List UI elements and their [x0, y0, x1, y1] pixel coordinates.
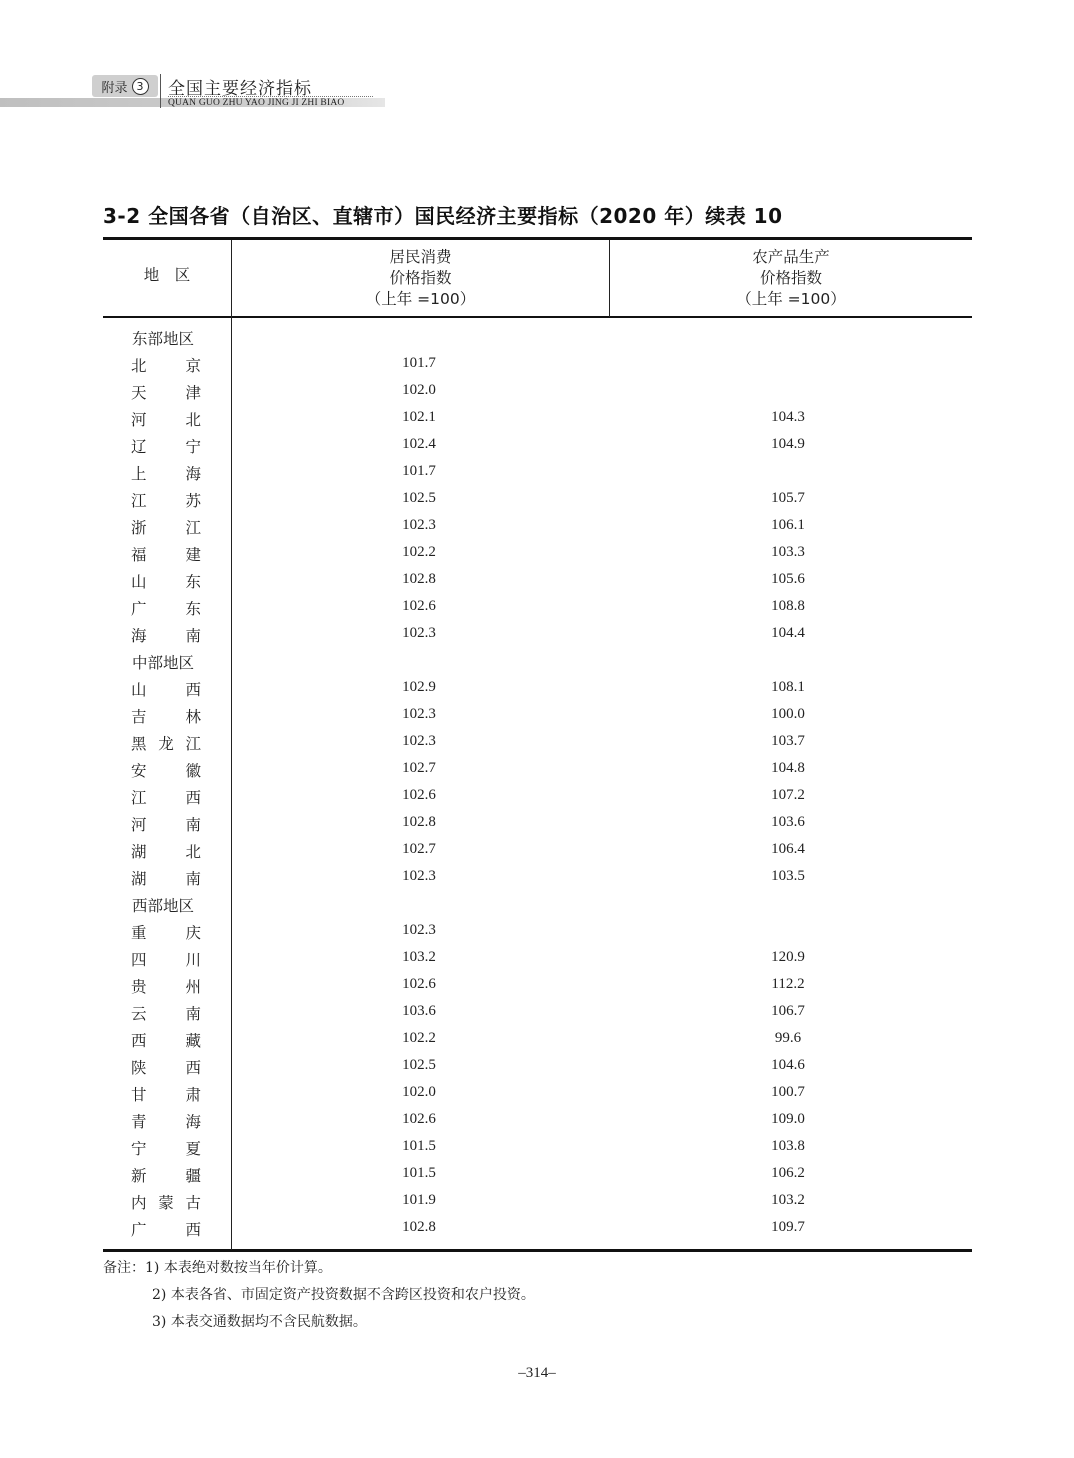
farm-price-value: 103.5	[771, 868, 805, 884]
farm-price-value: 104.9	[771, 436, 805, 452]
region-name: 西 藏	[131, 1032, 201, 1050]
region-name: 广 东	[131, 600, 201, 618]
cpi-value: 102.5	[402, 1057, 436, 1073]
table-row	[103, 567, 972, 594]
cpi-value: 102.6	[402, 976, 436, 992]
cpi-value: 102.1	[402, 409, 436, 425]
farm-price-value: 104.8	[771, 760, 805, 776]
farm-price-value: 107.2	[771, 787, 805, 803]
farm-price-value: 106.1	[771, 517, 805, 533]
farm-price-value: 120.9	[771, 949, 805, 965]
cpi-value: 102.6	[402, 598, 436, 614]
region-name: 重 庆	[131, 924, 201, 942]
table-row	[103, 864, 972, 891]
column-header-farm-price-line3: （上年 =100）	[736, 290, 846, 308]
region-name: 江 苏	[131, 492, 201, 510]
farm-price-value: 104.4	[771, 625, 805, 641]
appendix-badge-label: 附录	[101, 80, 128, 96]
region-name: 吉 林	[131, 708, 201, 726]
cpi-value: 102.9	[402, 679, 436, 695]
cpi-value: 102.8	[402, 571, 436, 587]
region-name: 黑 龙 江	[131, 735, 201, 753]
table-body	[103, 324, 972, 1242]
table-row	[103, 810, 972, 837]
column-header-cpi	[232, 247, 609, 310]
cpi-value: 102.3	[402, 625, 436, 641]
farm-price-value: 103.7	[771, 733, 805, 749]
cpi-value: 102.0	[402, 382, 436, 398]
appendix-badge	[92, 75, 158, 97]
farm-price-value: 99.6	[774, 1030, 802, 1046]
region-name: 山 东	[131, 573, 201, 591]
table-row	[103, 729, 972, 756]
table-row	[103, 1188, 972, 1215]
farm-price-value: 106.2	[771, 1165, 805, 1181]
table-bottom-rule	[103, 1249, 972, 1252]
table-row	[103, 837, 972, 864]
column-header-cpi-line1: 居民消费	[389, 248, 452, 266]
region-group-label: 西部地区	[132, 897, 195, 915]
region-name: 云 南	[131, 1005, 201, 1023]
farm-price-value: 100.7	[771, 1084, 805, 1100]
cpi-value: 102.0	[402, 1084, 436, 1100]
table-row	[103, 621, 972, 648]
table-row	[103, 999, 972, 1026]
cpi-value: 102.3	[402, 517, 436, 533]
table-row	[103, 459, 972, 486]
region-name: 海 南	[131, 627, 201, 645]
column-header-cpi-line3: （上年 =100）	[365, 290, 476, 308]
farm-price-value: 103.6	[771, 814, 805, 830]
cpi-value: 101.7	[402, 355, 436, 371]
column-header-region: 地 区	[143, 266, 191, 284]
region-name: 天 津	[131, 384, 201, 402]
cpi-value: 101.5	[402, 1138, 436, 1154]
table-row	[103, 972, 972, 999]
note-2: 2) 本表各省、市固定资产投资数据不含跨区投资和农户投资。	[152, 1287, 535, 1303]
farm-price-value: 103.3	[771, 544, 805, 560]
table-row	[103, 1107, 972, 1134]
region-name: 广 西	[131, 1221, 201, 1239]
cpi-value: 102.6	[402, 1111, 436, 1127]
region-name: 甘 肃	[131, 1086, 201, 1104]
header-separator	[160, 74, 161, 108]
cpi-value: 103.2	[402, 949, 436, 965]
cpi-value: 102.4	[402, 436, 436, 452]
column-header-farm-price-line2: 价格指数	[759, 269, 822, 287]
table-row	[103, 540, 972, 567]
table-row	[103, 702, 972, 729]
region-group-label: 东部地区	[132, 330, 195, 348]
region-name: 福 建	[131, 546, 201, 564]
cpi-value: 101.9	[402, 1192, 436, 1208]
table-row	[103, 432, 972, 459]
region-name: 安 徽	[131, 762, 201, 780]
table-row	[103, 378, 972, 405]
region-name: 贵 州	[131, 978, 201, 996]
cpi-value: 102.3	[402, 706, 436, 722]
cpi-value: 103.6	[402, 1003, 436, 1019]
table-row	[103, 594, 972, 621]
cpi-value: 102.7	[402, 841, 436, 857]
cpi-value: 102.8	[402, 814, 436, 830]
farm-price-value: 103.8	[771, 1138, 805, 1154]
column-header-cpi-line2: 价格指数	[389, 269, 452, 287]
farm-price-value: 109.7	[771, 1219, 805, 1235]
region-name: 河 北	[131, 411, 201, 429]
farm-price-value: 105.6	[771, 571, 805, 587]
farm-price-value: 104.6	[771, 1057, 805, 1073]
header-subtitle: QUAN GUO ZHU YAO JING JI ZHI BIAO	[168, 98, 345, 108]
farm-price-value: 104.3	[771, 409, 805, 425]
table-group-row	[103, 648, 972, 675]
cpi-value: 102.3	[402, 733, 436, 749]
table-header-rule	[103, 316, 972, 318]
region-name: 内 蒙 古	[131, 1194, 201, 1212]
table-row	[103, 1161, 972, 1188]
table-title: 3-2 全国各省（自治区、直辖市）国民经济主要指标（2020 年）续表 10	[103, 204, 783, 228]
region-name: 辽 宁	[131, 438, 201, 456]
table-row	[103, 1080, 972, 1107]
farm-price-value: 105.7	[771, 490, 805, 506]
region-group-label: 中部地区	[132, 654, 195, 672]
table-row	[103, 918, 972, 945]
note-1: 备注：1) 本表绝对数按当年价计算。	[103, 1260, 332, 1276]
table-row	[103, 1026, 972, 1053]
table-row	[103, 675, 972, 702]
region-name: 陕 西	[131, 1059, 201, 1077]
table-group-row	[103, 324, 972, 351]
region-name: 河 南	[131, 816, 201, 834]
region-name: 山 西	[131, 681, 201, 699]
table-row	[103, 945, 972, 972]
table-row	[103, 351, 972, 378]
column-header-farm-price	[610, 247, 972, 310]
table-row	[103, 756, 972, 783]
cpi-value: 102.7	[402, 760, 436, 776]
region-name: 宁 夏	[131, 1140, 201, 1158]
farm-price-value: 108.8	[771, 598, 805, 614]
region-name: 北 京	[131, 357, 201, 375]
appendix-number: 3	[132, 78, 149, 95]
cpi-value: 101.5	[402, 1165, 436, 1181]
cpi-value: 102.3	[402, 922, 436, 938]
farm-price-value: 109.0	[771, 1111, 805, 1127]
region-name: 新 疆	[131, 1167, 201, 1185]
table-top-rule	[103, 237, 972, 240]
cpi-value: 102.5	[402, 490, 436, 506]
region-name: 青 海	[131, 1113, 201, 1131]
farm-price-value: 108.1	[771, 679, 805, 695]
region-name: 浙 江	[131, 519, 201, 537]
table-row	[103, 1053, 972, 1080]
cpi-value: 102.3	[402, 868, 436, 884]
cpi-value: 102.2	[402, 1030, 436, 1046]
table-group-row	[103, 891, 972, 918]
table-row	[103, 1215, 972, 1242]
farm-price-value: 112.2	[771, 976, 805, 992]
table-row	[103, 486, 972, 513]
table-row	[103, 513, 972, 540]
table-row	[103, 1134, 972, 1161]
region-name: 四 川	[131, 951, 201, 969]
region-name: 江 西	[131, 789, 201, 807]
farm-price-value: 106.4	[771, 841, 805, 857]
region-name: 上 海	[131, 465, 201, 483]
region-name: 湖 北	[131, 843, 201, 861]
cpi-value: 102.2	[402, 544, 436, 560]
note-3: 3) 本表交通数据均不含民航数据。	[152, 1314, 367, 1330]
table-row	[103, 405, 972, 432]
column-header-farm-price-line1: 农产品生产	[752, 248, 830, 266]
farm-price-value: 106.7	[771, 1003, 805, 1019]
farm-price-value: 100.0	[771, 706, 805, 722]
cpi-value: 101.7	[402, 463, 436, 479]
page-number: –314–	[518, 1365, 556, 1381]
table-row	[103, 783, 972, 810]
header-title: 全国主要经济指标	[168, 79, 312, 99]
farm-price-value: 103.2	[771, 1192, 805, 1208]
cpi-value: 102.6	[402, 787, 436, 803]
cpi-value: 102.8	[402, 1219, 436, 1235]
header-dotted-rule	[168, 96, 373, 97]
table-notes	[103, 1255, 535, 1336]
region-name: 湖 南	[131, 870, 201, 888]
